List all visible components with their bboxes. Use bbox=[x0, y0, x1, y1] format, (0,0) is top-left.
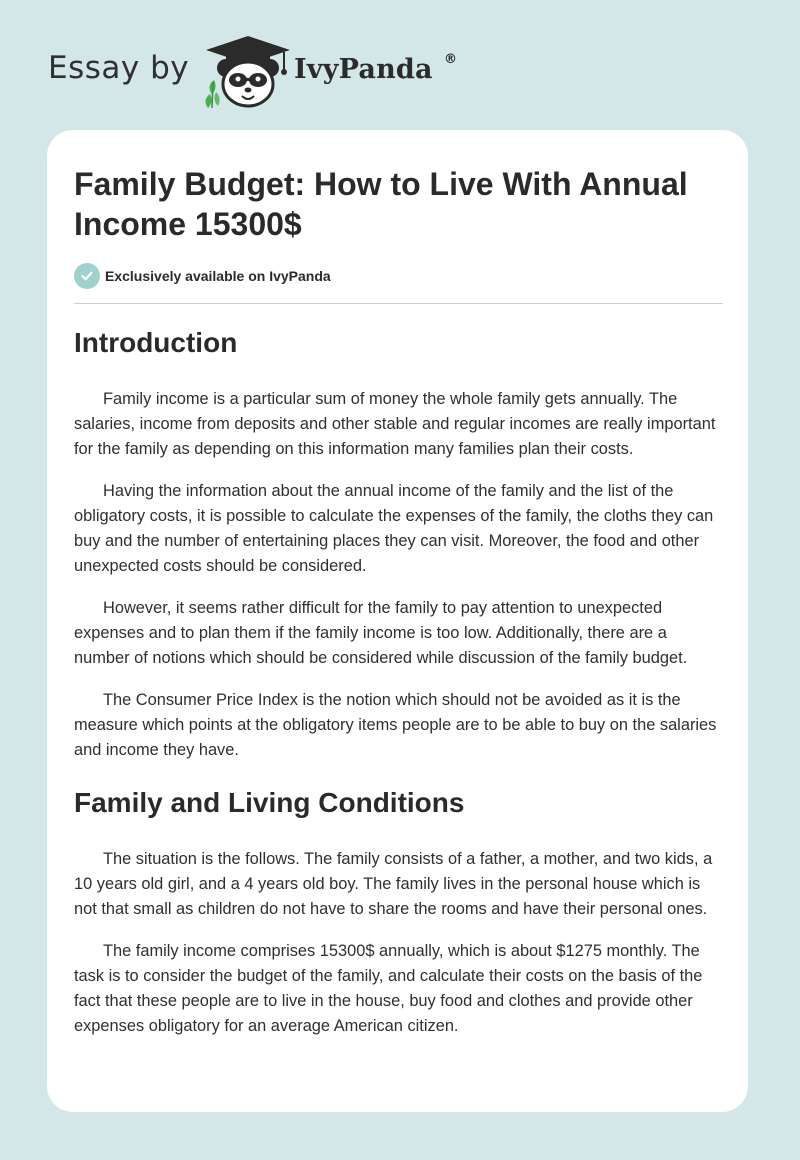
section-heading-introduction: Introduction bbox=[74, 327, 238, 358]
essay-card bbox=[47, 130, 748, 1112]
exclusive-badge bbox=[74, 263, 331, 289]
paragraph: Having the information about the annual income of the family and the list of the obligatory costs, it is possible to calculate the expenses of the family, the cloths they can buy and the number of entertaining places they can visit. Moreover, the food and other unexpected costs should be considered. bbox=[74, 482, 714, 575]
paragraph: The situation is the follows. The family consists of a father, a mother, and two kids, a 10 years old girl, and a 4 years old boy. The family lives in the personal house which is not that small as children do not have to share the rooms and have their personal ones. bbox=[74, 850, 713, 918]
paragraph: The family income comprises 15300$ annually, which is about $1275 monthly. The task is to consider the budget of the family, and calculate their costs on the basis of the fact that these people are to live in the house, buy food and clothes and provide other expenses obligatory for an average American citizen. bbox=[74, 942, 703, 1035]
title-divider bbox=[74, 303, 723, 304]
brand-name: IvyPanda bbox=[294, 54, 433, 85]
exclusive-badge-text: Exclusively available on IvyPanda bbox=[105, 268, 331, 284]
site-header bbox=[48, 30, 508, 110]
essay-body bbox=[74, 325, 723, 1056]
paragraph: However, it seems rather difficult for the family to pay attention to unexpected expenses and to plan them if the family income is too low. Additionally, there are a number of notions which should be considered while discussion of the family budget. bbox=[74, 599, 688, 667]
paragraph: Family income is a particular sum of money the whole family gets annually. The salaries, income from deposits and other stable and regular incomes are really important for the family as depending on this information many families plan their costs. bbox=[74, 390, 716, 458]
panda-graduate-logo[interactable] bbox=[202, 34, 294, 110]
section-heading-family-and-living-conditions: Family and Living Conditions bbox=[74, 787, 465, 818]
check-circle-icon bbox=[74, 263, 100, 289]
essay-by-label: Essay by bbox=[48, 50, 190, 86]
paragraph: The Consumer Price Index is the notion which should not be avoided as it is the measure which points at the obligatory items people are to be able to buy on the salaries and income they have. bbox=[74, 691, 717, 759]
essay-title: Family Budget: How to Live With Annual Income 15300$ bbox=[74, 166, 688, 242]
registered-mark: ® bbox=[444, 52, 457, 67]
